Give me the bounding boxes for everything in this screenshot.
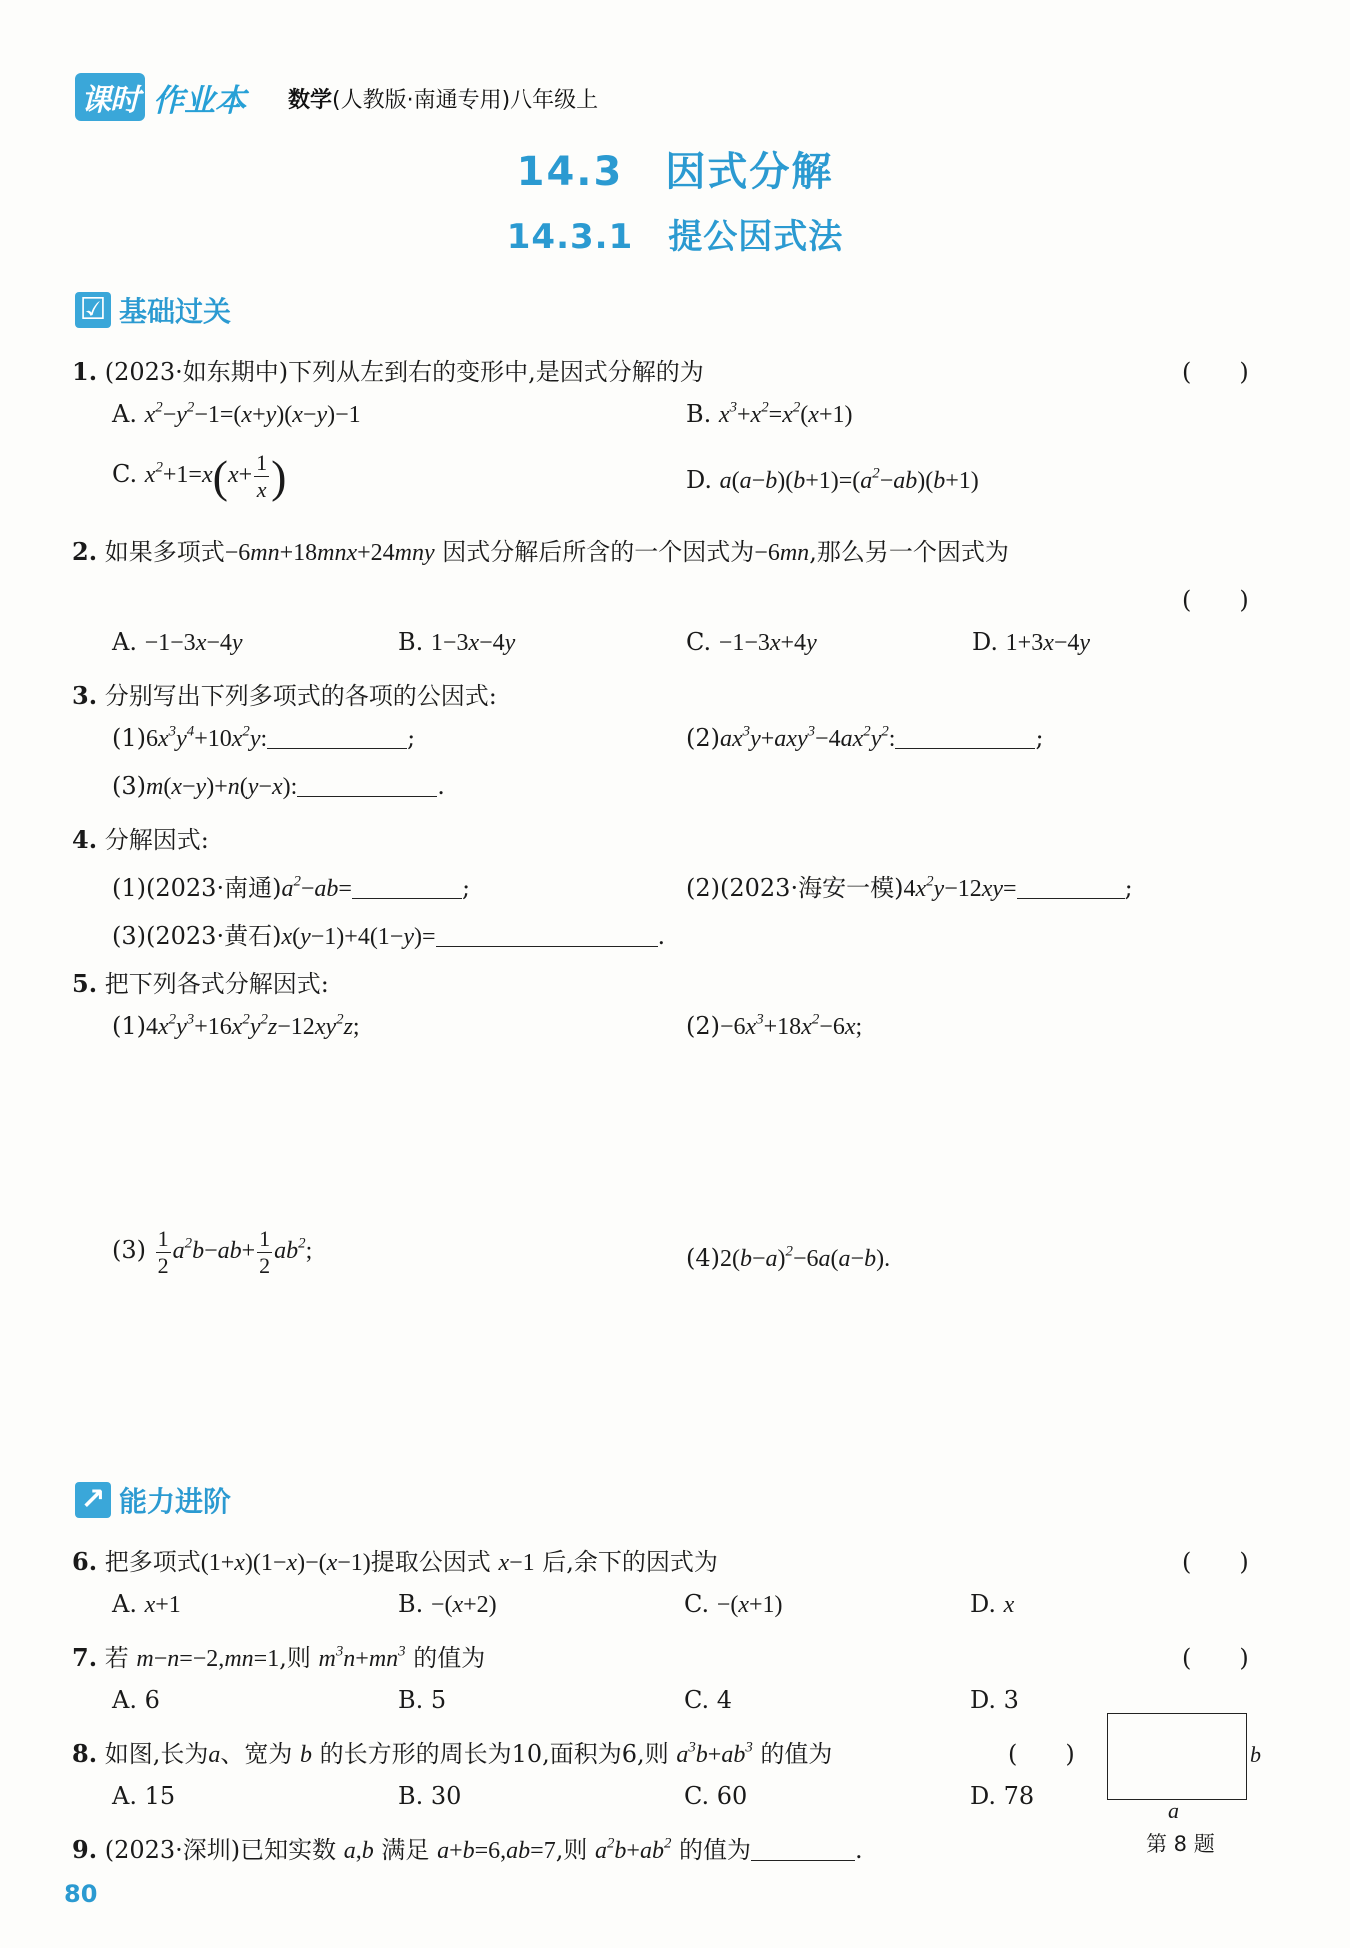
question-stem-b: 因式分解后所含的一个因式为 xyxy=(442,538,755,566)
answer-blank[interactable] xyxy=(267,748,407,749)
expression: $a^3b+ab^3$ xyxy=(676,1739,753,1768)
option-b xyxy=(398,1590,497,1619)
option-expr: x xyxy=(1003,1592,1015,1618)
subquestion-3-1: $(1)6x^3y^4+10x^2y$: ; xyxy=(112,723,416,752)
question-stem-b: 提取公因式 xyxy=(370,1548,491,1576)
question-stem-c: 的长方形的周长为10,面积为6,则 xyxy=(319,1740,669,1768)
question-3 xyxy=(72,676,497,711)
option-b: B. 30 xyxy=(398,1782,462,1810)
subquestion-5-2 xyxy=(686,1012,862,1041)
question-number: 6. xyxy=(72,1547,98,1576)
question-2 xyxy=(72,532,1009,567)
question-number: 9. xyxy=(72,1835,98,1864)
option-letter: A. xyxy=(112,628,137,656)
question-number: 2. xyxy=(72,537,98,566)
option-letter: C. xyxy=(112,460,138,488)
sub-label: (3) xyxy=(112,772,146,800)
expression: $m^3n+mn^3$ xyxy=(318,1643,406,1672)
option-letter: A. xyxy=(112,400,137,428)
checkbox-icon: ☑ xyxy=(75,292,111,328)
question-stem-c: ,那么另一个因式为 xyxy=(809,538,1009,566)
sub-label: (1) xyxy=(112,724,146,752)
option-d xyxy=(972,628,1090,657)
option-a xyxy=(112,628,243,657)
answer-paren: ( ) xyxy=(1008,1740,1075,1768)
answer-blank[interactable] xyxy=(436,946,658,947)
option-letter: D. xyxy=(970,1590,997,1618)
option-expr: −(x+2) xyxy=(430,1592,497,1618)
question-5 xyxy=(72,964,329,999)
option-letter: D. xyxy=(972,628,999,656)
question-number: 3. xyxy=(72,681,98,710)
sub-expr: $ax^3y+axy^3-4ax^2y^2$: xyxy=(720,723,896,752)
subquestion-3-2: $(2)ax^3y+axy^3-4ax^2y^2$: ; xyxy=(686,723,1044,752)
question-number: 1. xyxy=(72,357,98,386)
var-a: a xyxy=(208,1742,221,1768)
question-stem-d: 的值为 xyxy=(679,1836,752,1864)
sub-label: (2) xyxy=(686,1012,720,1040)
figure-caption: 第 8 题 xyxy=(1146,1832,1215,1856)
sub-expr: $2(b-a)^2-6a(a-b)$. xyxy=(720,1243,891,1272)
vars: a,b xyxy=(343,1838,374,1864)
sub-expr: $-6x^3+18x^2-6x$; xyxy=(720,1011,863,1040)
section-basic-label: 基础过关 xyxy=(119,295,232,328)
option-expr: $x^2-y^2-1=(x+y)(x-y)-1$ xyxy=(144,399,361,428)
answer-blank[interactable] xyxy=(895,748,1035,749)
question-stem-b: ,则 xyxy=(279,1644,311,1672)
option-expr: 1−3x−4y xyxy=(430,630,516,656)
sub-expr: $\frac{1}{2}$ $a^2b-ab+$ $\frac{1}{2}$ $ab^2$; xyxy=(157,1226,313,1278)
option-letter: C. xyxy=(684,1590,710,1618)
option-b xyxy=(686,400,852,429)
option-expr: −1−3x−4y xyxy=(144,630,243,656)
answer-paren: ( ) xyxy=(1182,1548,1249,1576)
question-8 xyxy=(72,1734,832,1769)
question-stem-a: 把多项式 xyxy=(104,1548,201,1576)
figure-label-a: a xyxy=(1168,1798,1179,1823)
sub-label: (4) xyxy=(686,1244,720,1272)
option-letter: D. xyxy=(686,466,713,494)
sub-expr: $4x^2y^3+16x^2y^2z-12xy^2z$; xyxy=(146,1011,360,1040)
question-stem-c: ,则 xyxy=(555,1836,588,1864)
answer-blank[interactable] xyxy=(1017,898,1125,899)
question-9: 9. (2023·深圳)已知实数 a,b 满足 a+b=6,ab=7,则 $a^2b+ab^2$ 的值为 . xyxy=(72,1835,863,1864)
polynomial: −6mn+18mnx+24mny xyxy=(224,540,435,566)
subject-rest: (人教版·南通专用)八年级上 xyxy=(332,88,599,113)
page-number: 80 xyxy=(64,1880,98,1908)
option-c xyxy=(112,450,286,503)
question-number: 8. xyxy=(72,1739,98,1768)
question-stem: 分解因式: xyxy=(104,826,209,854)
option-letter: A. xyxy=(112,1590,137,1618)
var-b: b xyxy=(299,1742,312,1768)
sub-label: (1) xyxy=(112,1012,146,1040)
option-letter: B. xyxy=(398,628,424,656)
option-a xyxy=(112,1590,181,1619)
question-4 xyxy=(72,820,209,855)
option-letter: B. xyxy=(686,400,712,428)
sub-expr: $a^2-ab=$ xyxy=(281,873,352,902)
option-b: B. 5 xyxy=(398,1686,447,1714)
option-d: D. 78 xyxy=(970,1782,1035,1810)
sub-expr: x(y−1)+4(1−y)= xyxy=(281,924,436,950)
subquestion-5-1 xyxy=(112,1012,360,1041)
page-subtitle: 14.3.1 提公因式法 xyxy=(506,217,844,257)
option-d xyxy=(970,1590,1014,1619)
subject-bold: 数学 xyxy=(288,88,333,113)
question-stem-c: 后,余下的因式为 xyxy=(542,1548,718,1576)
question-6 xyxy=(72,1542,718,1577)
condition: m−n=−2,mn=1 xyxy=(136,1646,280,1672)
answer-blank[interactable] xyxy=(352,898,462,899)
question-stem-a: (2023·深圳)已知实数 xyxy=(104,1836,337,1864)
question-7 xyxy=(72,1638,485,1673)
answer-blank[interactable] xyxy=(751,1860,855,1861)
subquestion-5-4 xyxy=(686,1244,890,1273)
subquestion-4-3: (3)(2023·黄石)x(y−1)+4(1−y)= . xyxy=(112,922,666,950)
answer-blank[interactable] xyxy=(297,796,437,797)
question-stem-b: 满足 xyxy=(381,1836,430,1864)
question-stem-a: 若 xyxy=(104,1644,129,1672)
question-1 xyxy=(72,352,704,387)
section-basic xyxy=(75,290,231,330)
condition: a+b=6,ab=7 xyxy=(437,1838,556,1864)
option-expr: $a(a-b)(b+1)=(a^2-ab)(b+1)$ xyxy=(719,465,979,494)
sub-label: (1)(2023·南通) xyxy=(112,874,282,902)
option-c xyxy=(684,1590,783,1619)
subquestion-5-3 xyxy=(112,1228,312,1277)
page-title: 14.3 因式分解 xyxy=(516,149,834,195)
option-a xyxy=(112,400,361,429)
option-b xyxy=(398,628,515,657)
question-stem-d: 的值为 xyxy=(760,1740,833,1768)
question-stem: 把下列各式分解因式: xyxy=(104,970,329,998)
question-stem: (2023·如东期中)下列从左到右的变形中,是因式分解的为 xyxy=(104,358,704,386)
option-expr: $x^2+1=x(x+$ $\frac{1}{x}$ ) xyxy=(144,449,287,502)
rectangle-figure xyxy=(1107,1713,1247,1800)
option-a: A. 15 xyxy=(112,1782,176,1810)
option-letter: C. xyxy=(686,628,712,656)
expression: $a^2b+ab^2$ xyxy=(594,1835,672,1864)
subquestion-3-3: (3)m(x−y)+n(y−x): . xyxy=(112,772,445,800)
section-advanced xyxy=(75,1480,231,1520)
answer-paren: ( ) xyxy=(1182,358,1249,386)
brand-logo xyxy=(75,74,246,120)
pencil-icon: ↗ xyxy=(75,1482,111,1518)
factor: −6mn xyxy=(754,540,810,566)
sub-expr: $6x^3y^4+10x^2y$: xyxy=(146,723,268,752)
sub-expr: $4x^2y-12xy=$ xyxy=(903,873,1017,902)
polynomial: (1+x)(1−x)−(x−1) xyxy=(200,1550,371,1576)
option-d xyxy=(686,466,979,495)
question-number: 4. xyxy=(72,825,98,854)
option-a: A. 6 xyxy=(112,1686,160,1714)
option-expr: 1+3x−4y xyxy=(1005,630,1091,656)
question-stem-b: 、宽为 xyxy=(220,1740,293,1768)
sub-label: (2) xyxy=(686,724,720,752)
question-stem-c: 的值为 xyxy=(413,1644,486,1672)
section-advanced-label: 能力进阶 xyxy=(119,1485,232,1518)
subject-line xyxy=(288,83,598,114)
brand-word: 作业本 xyxy=(153,82,246,119)
option-c: C. 4 xyxy=(684,1686,733,1714)
answer-paren: ( ) xyxy=(1182,586,1249,614)
factor: x−1 xyxy=(498,1550,535,1576)
option-expr: x+1 xyxy=(144,1592,181,1618)
subquestion-4-2: (2)(2023·海安一模)$4x^2y-12xy=$ ; xyxy=(686,873,1133,902)
question-number: 5. xyxy=(72,969,98,998)
sub-label: (3) xyxy=(112,1236,146,1265)
question-stem-a: 如图,长为 xyxy=(104,1740,209,1768)
option-d: D. 3 xyxy=(970,1686,1019,1714)
option-expr: −(x+1) xyxy=(716,1592,783,1618)
option-c xyxy=(686,628,817,657)
option-expr: −1−3x+4y xyxy=(718,630,817,656)
brand-box: 课时 xyxy=(75,73,145,121)
option-letter: B. xyxy=(398,1590,424,1618)
question-stem: 分别写出下列多项式的各项的公因式: xyxy=(104,682,497,710)
question-number: 7. xyxy=(72,1643,98,1672)
sub-label: (2)(2023·海安一模) xyxy=(686,874,904,902)
figure-label-b: b xyxy=(1250,1742,1261,1767)
option-c: C. 60 xyxy=(684,1782,748,1810)
sub-expr: m(x−y)+n(y−x): xyxy=(146,774,298,800)
subquestion-4-1: (1)(2023·南通)$a^2-ab=$ ; xyxy=(112,873,471,902)
answer-paren: ( ) xyxy=(1182,1644,1249,1672)
option-expr: $x^3+x^2=x^2(x+1)$ xyxy=(718,399,853,428)
sub-label: (3)(2023·黄石) xyxy=(112,922,282,950)
question-stem-a: 如果多项式 xyxy=(104,538,225,566)
